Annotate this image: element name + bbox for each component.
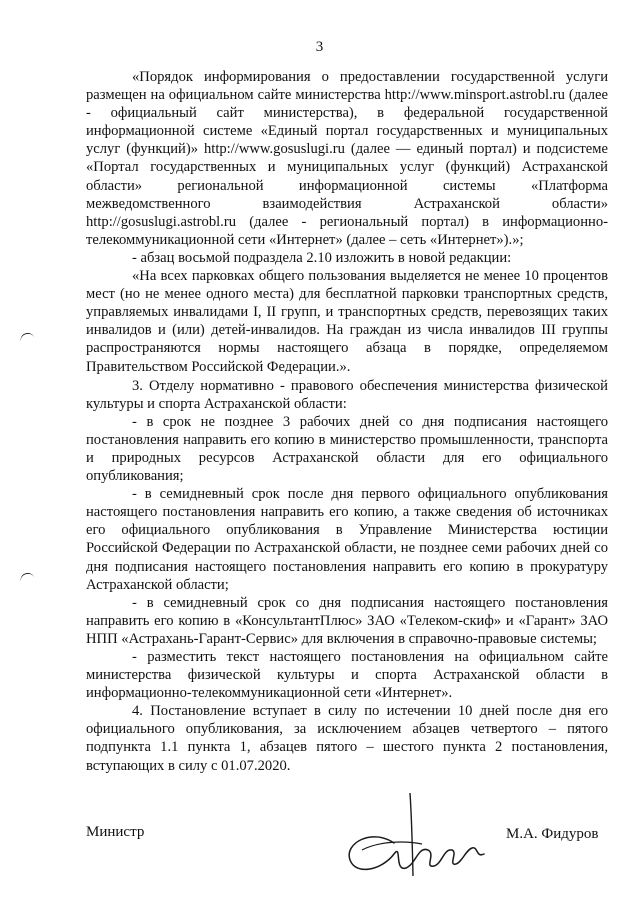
document-body xyxy=(86,68,608,775)
scan-mark xyxy=(19,571,35,583)
handwritten-signature xyxy=(332,788,492,883)
paragraph-legal-systems: - в семидневный срок со дня подписания настоящего постановления направить его копию в «КонсультантПлюс» ЗАО «Телеком-скиф» и «Гарант» ЗАО НПП «Астрахань-Гарант-Сервис» для включения в справочно-правовые системы; xyxy=(86,594,608,647)
paragraph-point-4: 4. Постановление вступает в силу по истечении 10 дней после дня его официального опубликования, за исключением абзацев четвертого – пятого подпункта 1.1 пункта 1, абзацев пятого – шестого пункта 2 постановления, вступающих в силу с 01.07.2020. xyxy=(86,703,608,774)
paragraph-portal-info: «Порядок информирования о предоставлении государственной услуги размещен на официальном сайте министерства http://www.minsport.astrobl.ru (далее - официальный сайт министерства), в федеральной государственной информационной системе «Единый портал государственных и муниципальных услуг (функций)» http://www.gosuslugi.ru (далее — единый портал) и подсистеме «Портал государственных и муниципальных услуг (функций) Астраханской области» региональной информационной системы «Платформа межведомственного взаимодействия Астраханской области» http://gosuslugi.astrobl.ru (далее - региональный портал) в информационно-телекоммуникационной сети «Интернет» (далее – сеть «Интернет»).»; xyxy=(86,69,608,248)
page-number: 3 xyxy=(315,39,324,55)
scan-mark xyxy=(19,331,35,343)
paragraph-amendment-intro: - абзац восьмой подраздела 2.10 изложить в новой редакции: xyxy=(132,249,512,266)
paragraph-justice-ministry: - в семидневный срок после дня первого официального опубликования настоящего постановления направить его копию, а также сведения об источниках его официального опубликования в Управление Министерства юстиции Российской Федерации по Астраханской области, не позднее семи рабочих дней со дня подписания настоящего постановления направить его копию в прокуратуру Астраханской области; xyxy=(86,486,608,593)
paragraph-parking-quote: «На всех парковках общего пользования выделяется не менее 10 процентов мест (но не менее одного места) для бесплатной парковки транспортных средств, управляемых инвалидами I, II групп, и транспортных средств, перевозящих таких инвалидов и (или) детей-инвалидов. На граждан из числа инвалидов III группы распространяются нормы настоящего абзаца в порядке, определяемом Правительством Российской Федерации.». xyxy=(86,268,608,375)
paragraph-publication: - в срок не позднее 3 рабочих дней со дня подписания настоящего постановления направить его копию в министерство промышленности, транспорта и природных ресурсов Астраханской области для его официального опубликования; xyxy=(86,413,608,485)
signatory-position: Министр xyxy=(86,824,145,840)
paragraph-point-3: 3. Отделу нормативно - правового обеспечения министерства физической культуры и спорта Астраханской области: xyxy=(86,377,608,412)
signatory-name: М.А. Фидуров xyxy=(506,826,599,842)
paragraph-website-posting: - разместить текст настоящего постановления на официальном сайте министерства физической культуры и спорта Астраханской области в информационно-телекоммуникационной сети «Интернет». xyxy=(86,649,608,702)
